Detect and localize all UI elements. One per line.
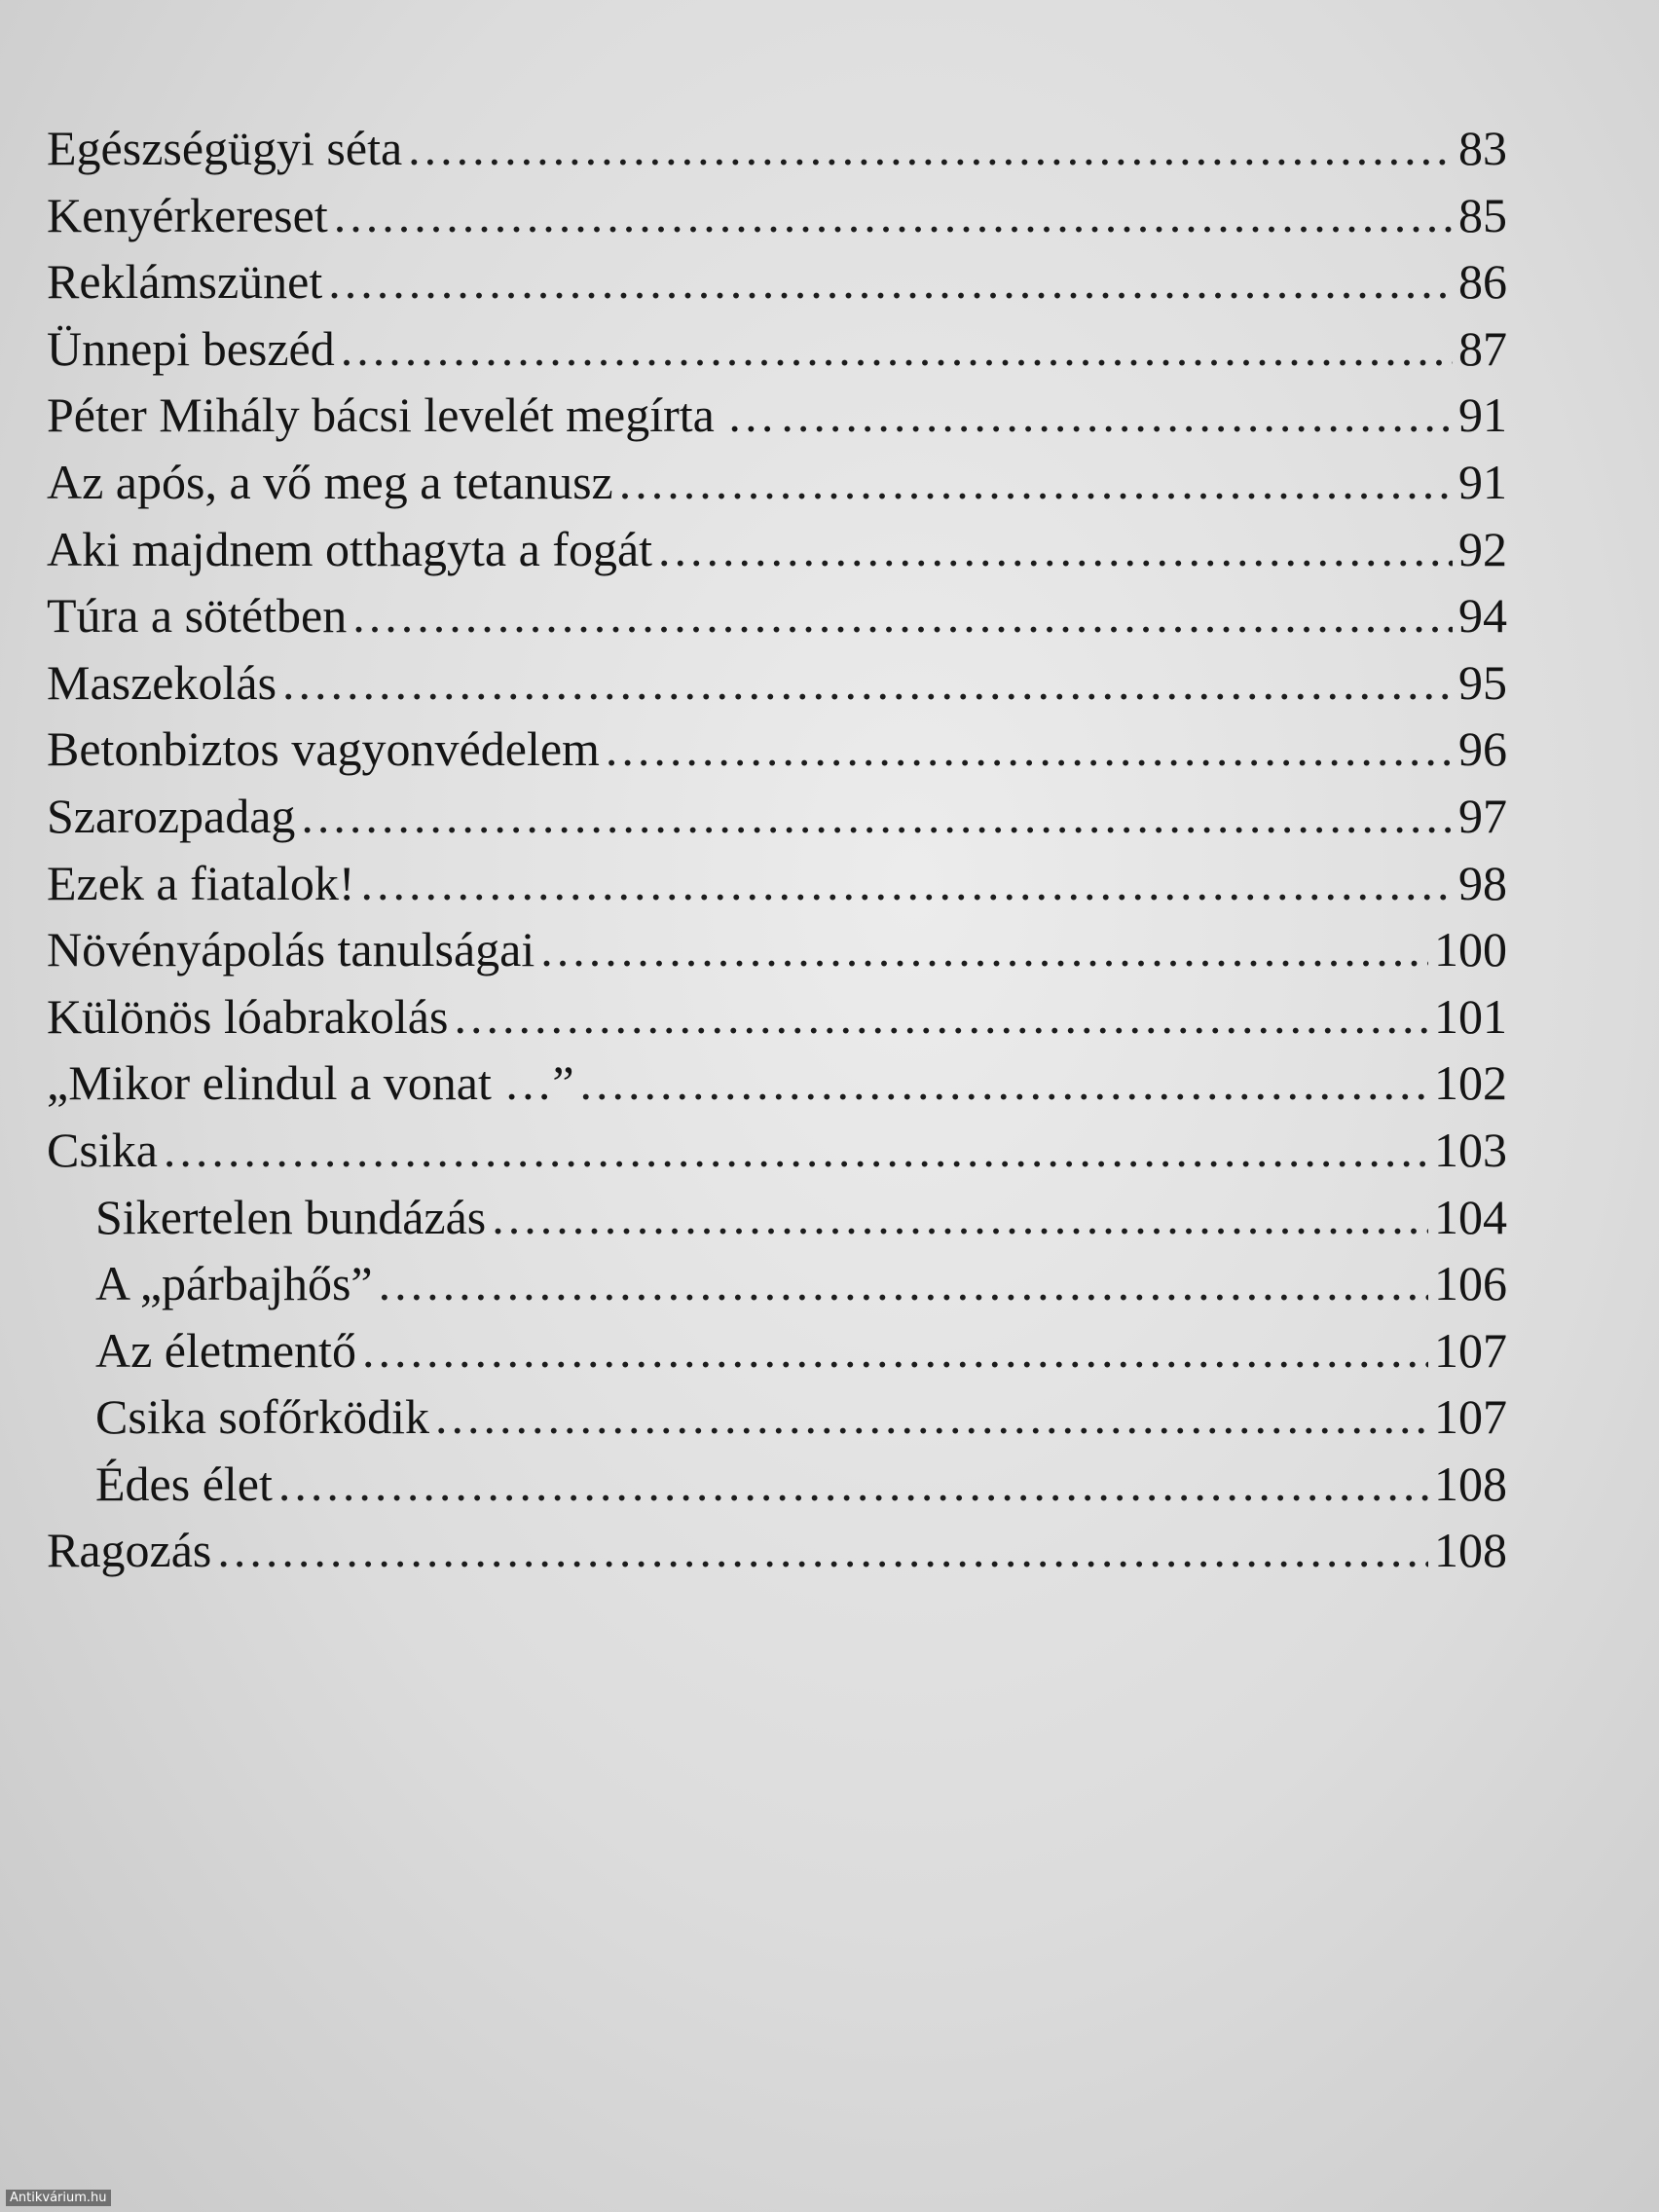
toc-dot-leader (606, 716, 1453, 782)
toc-dot-leader (619, 449, 1453, 515)
toc-entry-title: Különös lóabrakolás (47, 988, 449, 1044)
toc-entry-title: Ezek a fiatalok! (47, 855, 355, 910)
toc-dot-leader (362, 1317, 1428, 1383)
toc-entry-title: Sikertelen bundázás (95, 1189, 487, 1244)
toc-entry-title: Péter Mihály bácsi levelét megírta … (47, 387, 776, 443)
toc-entry (47, 649, 1507, 717)
toc-entry (47, 1050, 1507, 1117)
toc-dot-leader (454, 983, 1428, 1050)
toc-dot-leader (328, 248, 1453, 314)
toc-entry-title: Egészségügyi séta (47, 121, 403, 175)
toc-entry-page-number: 91 (1458, 387, 1507, 443)
toc-entry-title: Maszekolás (47, 654, 277, 710)
toc-entry-title: Aki majdnem otthagyta a fogát (47, 521, 653, 576)
toc-entry-page-number: 86 (1458, 254, 1507, 310)
toc-entry (47, 115, 1507, 182)
toc-dot-leader (282, 649, 1453, 716)
table-of-contents (47, 115, 1507, 1584)
toc-entry-page-number: 98 (1458, 855, 1507, 910)
toc-entry-page-number: 102 (1434, 1055, 1507, 1111)
toc-entry-page-number: 101 (1434, 988, 1507, 1044)
toc-entry (47, 315, 1507, 383)
toc-entry-page-number: 107 (1434, 1322, 1507, 1378)
toc-entry-page-number: 83 (1458, 121, 1507, 175)
toc-entry (47, 1117, 1507, 1184)
toc-dot-leader (217, 1517, 1428, 1583)
toc-entry (47, 1184, 1507, 1251)
toc-entry (47, 983, 1507, 1051)
toc-dot-leader (435, 1383, 1428, 1450)
toc-entry-page-number: 107 (1434, 1389, 1507, 1445)
toc-entry-title: Ragozás (47, 1523, 212, 1578)
toc-dot-leader (352, 582, 1453, 648)
toc-entry-page-number: 108 (1434, 1523, 1507, 1578)
toc-dot-leader (164, 1117, 1428, 1183)
toc-entry-page-number: 108 (1434, 1456, 1507, 1511)
toc-entry-page-number: 92 (1458, 521, 1507, 576)
toc-entry-title: A „párbajhős” (95, 1256, 373, 1311)
toc-entry (47, 850, 1507, 917)
toc-entry-title: Kenyérkereset (47, 187, 328, 242)
watermark: Antikvárium.hu (6, 2190, 111, 2206)
toc-entry-page-number: 96 (1458, 721, 1507, 777)
toc-dot-leader (278, 1451, 1428, 1517)
toc-entry (47, 516, 1507, 583)
toc-dot-leader (781, 382, 1453, 448)
toc-entry-page-number: 85 (1458, 187, 1507, 242)
toc-entry-title: Az életmentő (95, 1322, 356, 1378)
toc-entry (47, 916, 1507, 983)
toc-dot-leader (360, 850, 1453, 916)
toc-entry-page-number: 97 (1458, 788, 1507, 843)
toc-dot-leader (492, 1184, 1428, 1250)
toc-dot-leader (334, 182, 1453, 248)
toc-entry-title: Szarozpadag (47, 788, 296, 843)
toc-entry (47, 716, 1507, 783)
toc-entry-page-number: 95 (1458, 654, 1507, 710)
toc-entry (47, 582, 1507, 649)
toc-entry-page-number: 94 (1458, 588, 1507, 644)
toc-entry-title: Növényápolás tanulságai (47, 922, 535, 977)
toc-entry-title: „Mikor elindul a vonat …” (47, 1055, 574, 1111)
toc-dot-leader (301, 783, 1453, 849)
toc-entry-title: Csika (47, 1122, 158, 1177)
toc-entry (47, 1250, 1507, 1317)
toc-entry-title: Ünnepi beszéd (47, 320, 335, 376)
toc-entry (47, 382, 1507, 449)
toc-entry (47, 1451, 1507, 1518)
toc-entry-title: Édes élet (95, 1456, 273, 1511)
toc-dot-leader (341, 315, 1453, 382)
toc-dot-leader (408, 115, 1453, 181)
toc-entry-page-number: 104 (1434, 1189, 1507, 1244)
toc-entry (47, 1383, 1507, 1451)
toc-entry (47, 1317, 1507, 1384)
toc-entry (47, 449, 1507, 516)
toc-entry (47, 1517, 1507, 1584)
toc-dot-leader (658, 516, 1453, 582)
toc-dot-leader (379, 1250, 1428, 1316)
toc-entry (47, 182, 1507, 249)
toc-entry-title: Csika sofőrködik (95, 1389, 430, 1445)
toc-entry-page-number: 103 (1434, 1122, 1507, 1177)
toc-entry (47, 783, 1507, 850)
toc-entry-title: Az após, a vő meg a tetanusz (47, 454, 613, 509)
toc-entry-page-number: 106 (1434, 1256, 1507, 1311)
toc-dot-leader (540, 916, 1428, 982)
toc-entry-page-number: 91 (1458, 454, 1507, 509)
toc-entry-page-number: 87 (1458, 320, 1507, 376)
toc-entry-title: Túra a sötétben (47, 588, 348, 644)
toc-entry (47, 248, 1507, 315)
toc-dot-leader (580, 1050, 1428, 1116)
toc-entry-title: Betonbiztos vagyonvédelem (47, 721, 600, 777)
toc-entry-title: Reklámszünet (47, 254, 323, 310)
toc-entry-page-number: 100 (1434, 922, 1507, 977)
